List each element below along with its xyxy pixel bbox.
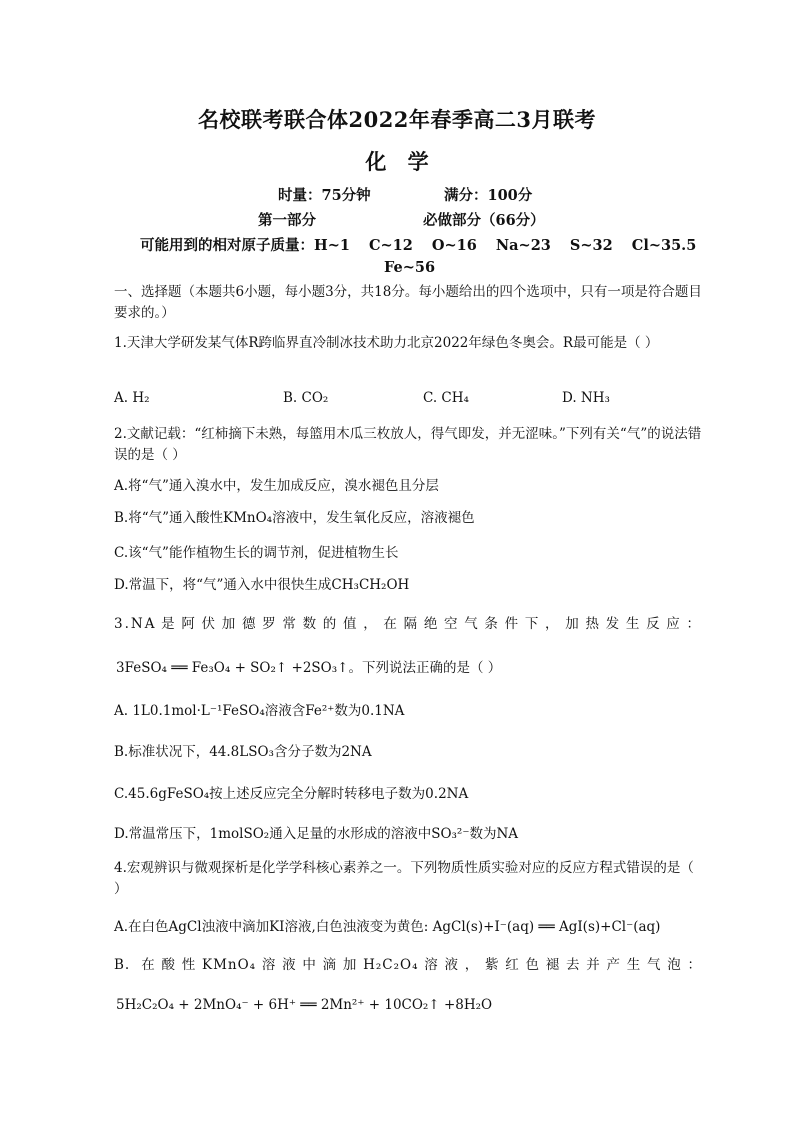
question-2-option-a: A.将“气”通入溴水中，发生加成反应，溴水褪色且分层 (114, 478, 439, 494)
question-1-option-b: B. CO₂ (283, 390, 329, 406)
question-1-option-c: C. CH₄ (423, 390, 469, 406)
required-label: 必做部分（66分） (423, 212, 545, 229)
question-1-stem: 1.天津大学研发某气体R跨临界直冷制冰技术助力北京2022年绿色冬奥会。R最可能是（ ） (114, 335, 659, 351)
question-4-stem: 4.宏观辨识与微观探析是化学学科核心素养之一。下列物质性质实验对应的反应方程式错误的是（ ） (114, 860, 694, 897)
question-1-option-a: A. H₂ (114, 390, 150, 406)
question-4-option-a: A.在白色AgCl浊液中滴加KI溶液,白色浊液变为黄色: AgCl(s)+I⁻(aq) ══ AgI(s)+Cl⁻(aq) (114, 919, 661, 935)
time-label: 时量：75分钟 (278, 187, 371, 204)
question-2-stem: 2.文献记载：“红柿摘下未熟，每篮用木瓜三枚放人，得气即发，并无涩味。”下列有关“气”的说法错误的是（ ） (114, 426, 702, 463)
subject-title: 化 学 (365, 149, 429, 174)
score-label: 满分：100分 (444, 187, 533, 204)
question-1-option-d: D. NH₃ (562, 390, 610, 406)
question-3-stem-line1: 3.NA是阿伏加德罗常数的值，在隔绝空气条件下，加热发生反应： (114, 616, 702, 632)
question-2-option-b: B.将“气”通入酸性KMnO₄溶液中，发生氧化反应，溶液褪色 (114, 510, 475, 526)
question-2-option-c: C.该“气”能作植物生长的调节剂，促进植物生长 (114, 545, 399, 561)
question-3-stem-line2: 3FeSO₄ ══ Fe₃O₄ + SO₂↑ +2SO₃↑。下列说法正确的是（ ） (116, 660, 502, 676)
question-2-option-d: D.常温下，将“气”通入水中很快生成CH₃CH₂OH (114, 577, 410, 593)
question-3-option-d: D.常温常压下，1molSO₂通入足量的水形成的溶液中SO₃²⁻数为NA (114, 826, 519, 842)
question-4-option-b-line1: B. 在酸性KMnO₄溶液中滴加H₂C₂O₄溶液，紫红色褪去并产生气泡： (114, 957, 702, 973)
question-3-option-c: C.45.6gFeSO₄按上述反应完全分解时转移电子数为0.2NA (114, 786, 469, 802)
atomic-masses-line1: 可能用到的相对原子质量：H~1 C~12 O~16 Na~23 S~32 Cl~35.5 (140, 237, 697, 254)
section-header: 一、选择题（本题共6小题，每小题3分，共18分。每小题给出的四个选项中，只有一项是符合题目要求的。） (114, 284, 702, 321)
question-3-option-a: A. 1L0.1mol·L⁻¹FeSO₄溶液含Fe²⁺数为0.1NA (114, 703, 405, 719)
question-3-option-b: B.标准状况下，44.8LSO₃含分子数为2NA (114, 744, 372, 760)
exam-title: 名校联考联合体2022年春季高二3月联考 (197, 107, 597, 132)
part-label: 第一部分 (258, 212, 316, 229)
question-4-option-b-line2: 5H₂C₂O₄ + 2MnO₄⁻ + 6H⁺ ══ 2Mn²⁺ + 10CO₂↑ +8H₂O (116, 997, 493, 1013)
atomic-masses-line2: Fe~56 (384, 259, 436, 276)
